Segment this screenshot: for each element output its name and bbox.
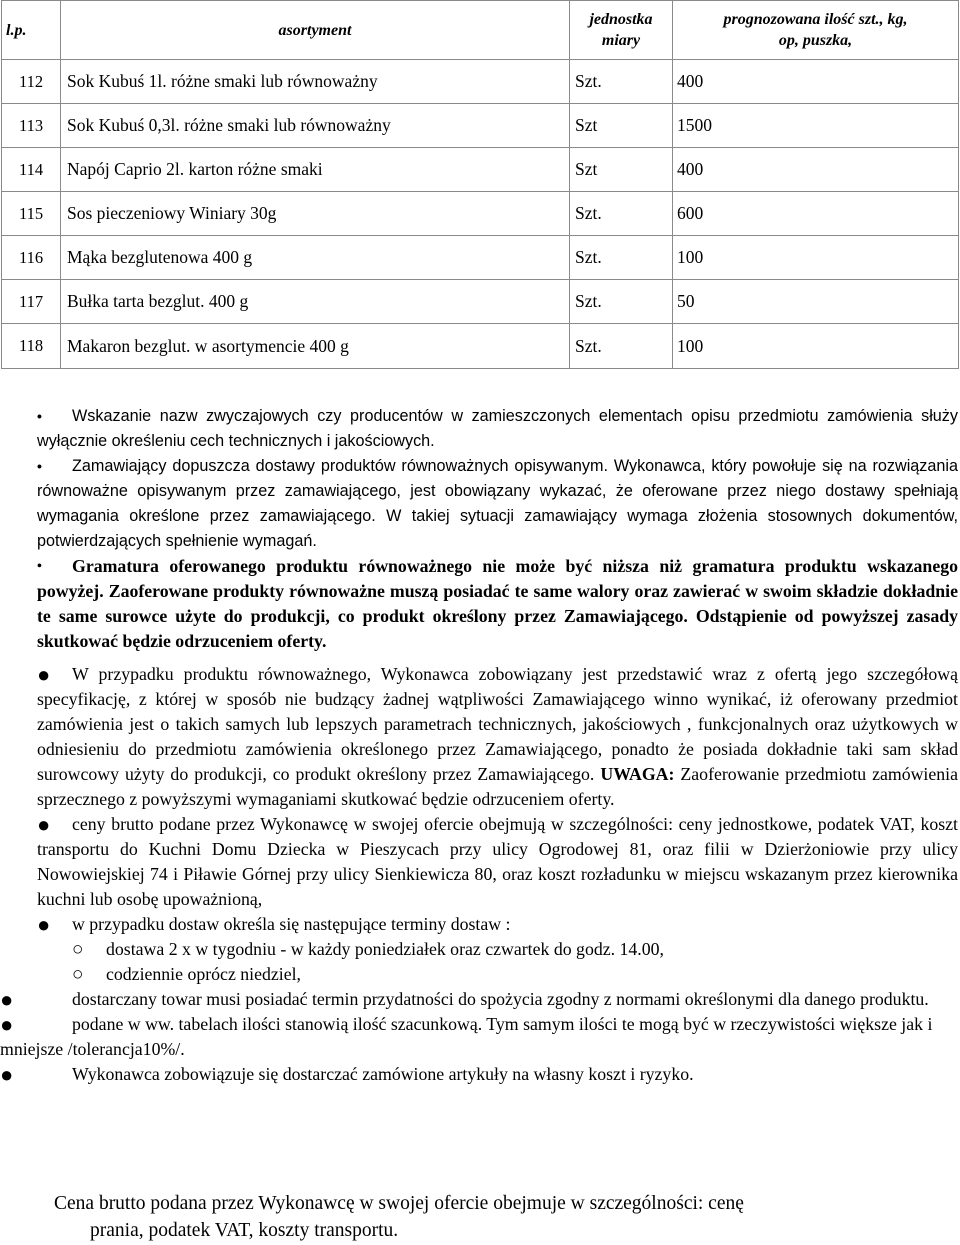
- cell-unit: Szt.: [570, 236, 673, 280]
- bullet-disc-icon: ●: [37, 662, 51, 687]
- table-row: [2, 60, 959, 104]
- note-text: [37, 662, 958, 812]
- cell-lp: 118: [2, 324, 61, 369]
- cell-qty: 100: [673, 324, 959, 369]
- note-text: Wykonawca zobowiązuje się dostarczać zamówione artykuły na własny koszt i ryzyko.: [72, 1064, 694, 1084]
- note-delivery-schedule: [0, 937, 956, 962]
- bullet-ring-icon: ○: [72, 964, 84, 985]
- note-text: [37, 454, 958, 554]
- cell-qty: 400: [673, 60, 959, 104]
- cell-name: Sok Kubuś 0,3l. różne smaki lub równoważny: [61, 104, 570, 148]
- cell-name: Makaron bezglut. w asortymencie 400 g: [61, 324, 570, 369]
- bullet-dot-icon: •: [37, 559, 42, 574]
- table-row: [2, 104, 959, 148]
- header-unit-line2: miary: [601, 32, 641, 49]
- note-text: Wskazanie nazw zwyczajowych czy producentów w zamieszczonych elementach opisu przedmiotu zamówienia służy wyłącznie określeniu cech technicznych i jakościowych.: [37, 407, 958, 450]
- note-text-a: Zamawiający dopuszcza dostawy produktów równoważnych opisywanym.: [72, 457, 608, 475]
- cell-unit: Szt.: [570, 280, 673, 324]
- note-text: podane w ww. tabelach ilości stanowią ilość szacunkową. Tym samym ilości te mogą być w rzeczywistości większe jak i mniejsze /tolerancja10%/.: [0, 1014, 933, 1059]
- note-specification: [0, 662, 958, 812]
- cell-name: Bułka tarta bezglut. 400 g: [61, 280, 570, 324]
- header-quantity: [673, 1, 959, 60]
- header-unit: [570, 1, 673, 60]
- cell-lp: 113: [2, 104, 61, 148]
- note-text: dostarczany towar musi posiadać termin przydatności do spożycia zgodny z normami określonymi dla danego produktu.: [72, 989, 929, 1009]
- cell-lp: 116: [2, 236, 61, 280]
- note-grammage: [0, 554, 958, 654]
- cell-name: Mąka bezglutenowa 400 g: [61, 236, 570, 280]
- cell-unit: Szt.: [570, 60, 673, 104]
- bullet-disc-icon: ●: [0, 987, 14, 1012]
- note-gross-prices: [0, 812, 958, 912]
- footer-line1: Cena brutto podana przez Wykonawcę w swojej ofercie obejmuje w szczególności: cenę: [54, 1193, 744, 1214]
- price-footer: [54, 1190, 958, 1244]
- cell-qty: 400: [673, 148, 959, 192]
- cell-lp: 114: [2, 148, 61, 192]
- table-row: [2, 192, 959, 236]
- cell-qty: 600: [673, 192, 959, 236]
- cell-qty: 50: [673, 280, 959, 324]
- table-row: [2, 280, 959, 324]
- note-trade-names: [0, 404, 958, 454]
- cell-unit: Szt: [570, 148, 673, 192]
- cell-unit: Szt: [570, 104, 673, 148]
- table-row: [2, 148, 959, 192]
- table-row: [2, 324, 959, 369]
- note-text: codziennie oprócz niedziel,: [106, 964, 302, 984]
- table-header-row: [2, 1, 959, 60]
- bullet-disc-icon: ●: [0, 1062, 14, 1087]
- cell-name: Sos pieczeniowy Winiary 30g: [61, 192, 570, 236]
- cell-name: Sok Kubuś 1l. różne smaki lub równoważny: [61, 60, 570, 104]
- bullet-dot-icon: •: [37, 408, 42, 424]
- table-row: [2, 236, 959, 280]
- header-qty-line2: op, puszka,: [778, 32, 853, 49]
- note-text: ceny brutto podane przez Wykonawcę w swojej ofercie obejmują w szczególności: ceny jednostkowe, podatek VAT, koszt transportu do Kuchni Domu Dziecka w Pieszycach przy ulicy Ogrodowej 81, oraz filii w Dzierżoniowie przy ulicy Nowowiejskiej 74 i Piławie Górnej przy ulicy Sienkiewicza 80, oraz koszt rozładunku w miejscu wskazanym przez kierownika kuchni lub osobę upoważnioną,: [37, 814, 958, 909]
- cell-lp: 117: [2, 280, 61, 324]
- note-warning-label: UWAGA:: [600, 764, 675, 784]
- header-unit-line1: jednostka: [589, 11, 653, 28]
- note-text-b: Wykonawca, który powołuje się na rozwiązania równoważne opisywanym przez zamawiającego, jest obowiązany wykazać, że oferowane przez niego dostawy spełniają wymagania określone przez zamawiającego. W takiej sytuacji zamawiający wymaga złożenia stosownych dokumentów, potwierdzających spełnienie wymagań.: [37, 457, 959, 550]
- cell-lp: 115: [2, 192, 61, 236]
- cell-unit: Szt.: [570, 324, 673, 369]
- cell-lp: 112: [2, 60, 61, 104]
- cell-name: Napój Caprio 2l. karton różne smaki: [61, 148, 570, 192]
- header-qty-line1: prognozowana ilość szt., kg,: [723, 11, 908, 28]
- header-lp: l.p.: [2, 1, 61, 60]
- note-text: w przypadku dostaw określa się następujące terminy dostaw :: [72, 914, 511, 934]
- bullet-ring-icon: ○: [72, 939, 84, 960]
- note-text: dostawa 2 x w tygodniu - w każdy poniedziałek oraz czwartek do godz. 14.00,: [106, 939, 664, 959]
- header-assortment: asortyment: [61, 1, 570, 60]
- note-delivery-terms: [0, 912, 958, 937]
- note-text: Gramatura oferowanego produktu równoważnego nie może być niższa niż gramatura produktu wskazanego powyżej. Zaoferowane produkty równoważne muszą posiadać te same walory oraz zawierać w swoim składzie dokładnie te same surowce użyte do produkcji, co produkt określony przez Zamawiającego. Odstąpienie od powyższej zasady skutkować będzie odrzuceniem oferty.: [37, 556, 958, 651]
- footer-line2: prania, podatek VAT, koszty transportu.: [90, 1220, 399, 1241]
- assortment-table: [1, 0, 959, 369]
- requirements-notes: [0, 404, 960, 1087]
- note-delivery-daily: [0, 962, 956, 987]
- bullet-dot-icon: •: [37, 458, 42, 474]
- note-shelf-life: [0, 987, 957, 1012]
- note-equivalents: [0, 454, 958, 554]
- cell-qty: 1500: [673, 104, 959, 148]
- note-estimated-quantities: [0, 1012, 957, 1062]
- note-delivery-cost: [0, 1062, 957, 1087]
- bullet-disc-icon: ●: [0, 1012, 14, 1037]
- note-text-c: Zaoferowanie przedmiotu zamówienia sprzecznego z powyższymi wymaganiami skutkować będzie odrzuceniem oferty.: [37, 764, 958, 809]
- bullet-disc-icon: ●: [37, 812, 51, 837]
- cell-unit: Szt.: [570, 192, 673, 236]
- cell-qty: 100: [673, 236, 959, 280]
- note-text-a: W przypadku produktu równoważnego, Wykonawca zobowiązany jest przedstawić wraz z ofertą jego szczegółową specyfikację, z której w sposób nie budzący żadnej wątpliwości Zamawiającego winno wynikać, iż oferowany przedmiot zamówienia jest o takich samych lub lepszych parametrach technicznych, jakościowych , funkcjonalnych oraz użytkowych w odniesieniu do przedmiotu zamówienia określonego przez Zamawiającego, ponadto że posiada dokładnie taki sam skład surowcowy użyty do produkcji, co produkt określony przez Zamawiającego.: [37, 664, 958, 784]
- bullet-disc-icon: ●: [37, 912, 51, 937]
